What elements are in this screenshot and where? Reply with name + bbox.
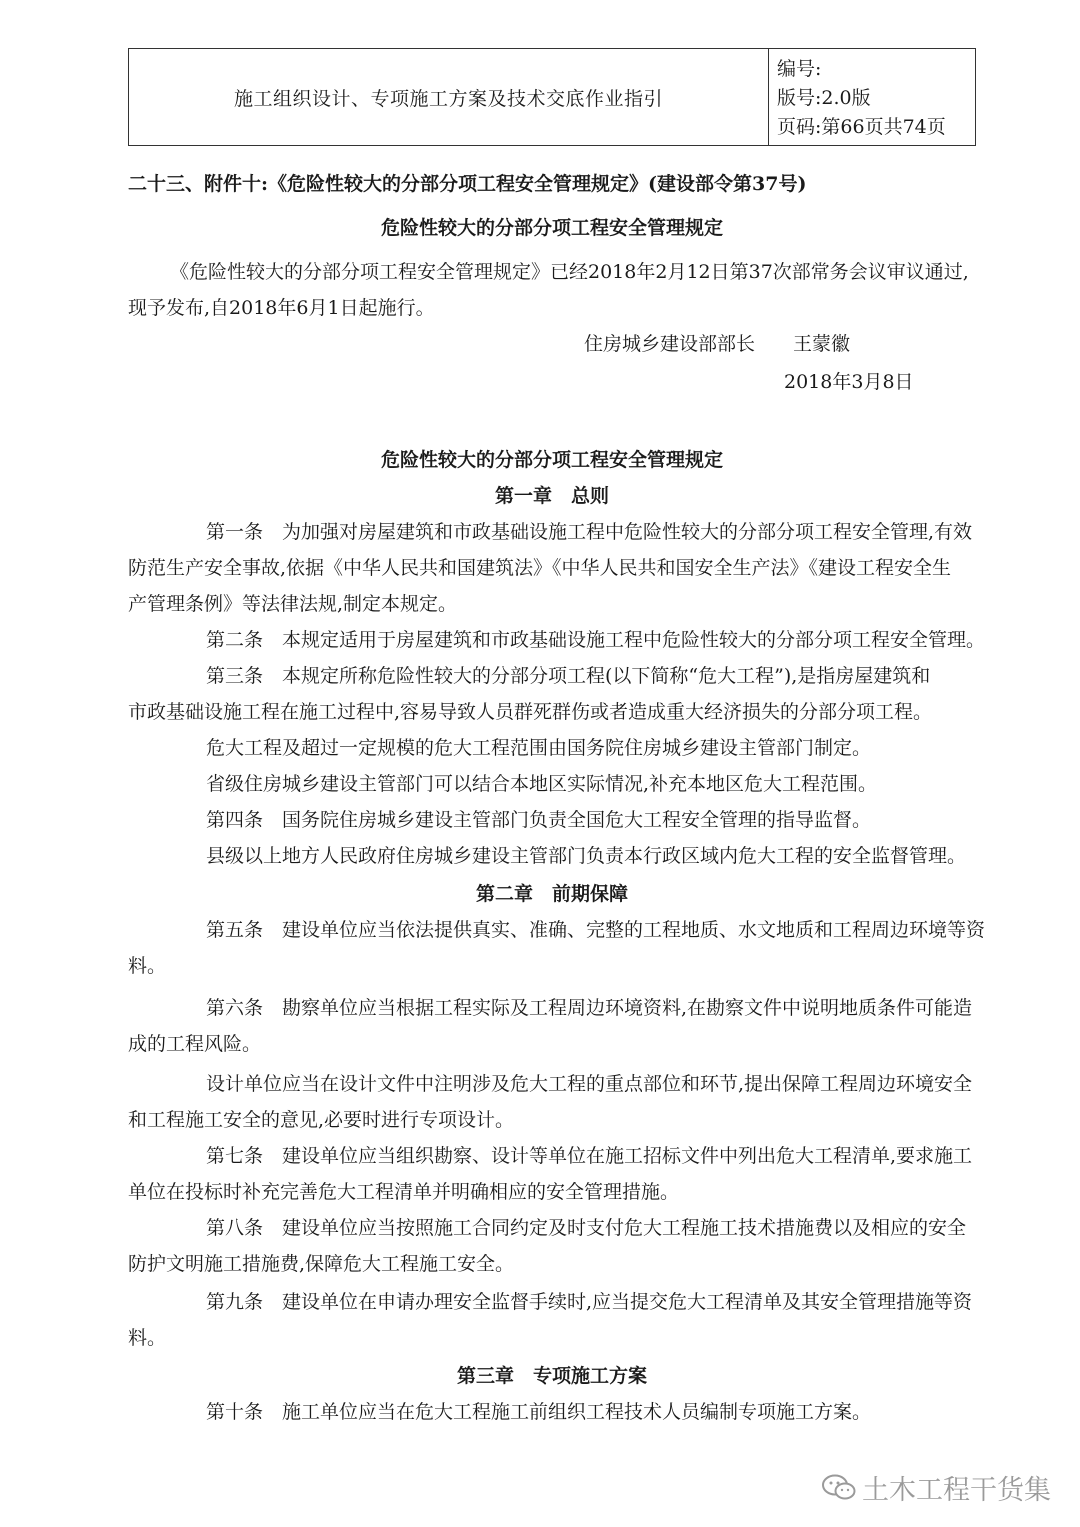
decree-signer: 住房城乡建设部部长 王蒙徽	[584, 333, 851, 355]
chapter-1-heading: 第一章 总则	[494, 485, 609, 507]
header-title: 施工组织设计、专项施工方案及技术交底作业指引	[129, 49, 769, 145]
article-6-para2-line1: 设计单位应当在设计文件中注明涉及危大工程的重点部位和环节,提出保障工程周边环境安全	[206, 1073, 973, 1095]
decree-para-line2: 现予发布,自2018年6月1日起施行。	[128, 297, 435, 319]
chapter-2-heading: 第二章 前期保障	[475, 883, 628, 905]
article-1-line3: 产管理条例》等法律法规,制定本规定。	[128, 593, 458, 615]
header-number: 编号:	[777, 58, 822, 80]
header-table	[128, 48, 976, 146]
header-meta	[769, 49, 975, 145]
watermark-text: 土木工程干货集	[862, 1475, 1051, 1506]
article-9-line2: 料。	[128, 1327, 167, 1349]
header-page: 页码:第66页共74页	[777, 116, 946, 138]
watermark	[822, 1468, 1051, 1507]
decree-para-line1: 《危险性较大的分部分项工程安全管理规定》已经2018年2月12日第37次部常务会议审议通过,	[170, 261, 969, 283]
article-8-line1: 第八条 建设单位应当按照施工合同约定及时支付危大工程施工技术措施费以及相应的安全	[206, 1217, 967, 1239]
regulation-title: 危险性较大的分部分项工程安全管理规定	[380, 449, 723, 471]
article-5-line2: 料。	[128, 955, 167, 977]
article-10: 第十条 施工单位应当在危大工程施工前组织工程技术人员编制专项施工方案。	[206, 1401, 872, 1423]
decree-date: 2018年3月8日	[784, 371, 914, 393]
article-1-line2: 防范生产安全事故,依据《中华人民共和国建筑法》《中华人民共和国安全生产法》《建设工程安全生	[128, 557, 952, 579]
wechat-icon	[822, 1474, 856, 1502]
decree-title: 危险性较大的分部分项工程安全管理规定	[380, 217, 723, 239]
article-7-line2: 单位在投标时补充完善危大工程清单并明确相应的安全管理措施。	[128, 1181, 680, 1203]
article-3-para2: 危大工程及超过一定规模的危大工程范围由国务院住房城乡建设主管部门制定。	[206, 737, 872, 759]
header-version: 版号:2.0版	[777, 87, 871, 109]
chapter-3-heading: 第三章 专项施工方案	[456, 1365, 647, 1387]
article-5-line1: 第五条 建设单位应当依法提供真实、准确、完整的工程地质、水文地质和工程周边环境等资	[206, 919, 986, 941]
article-3-line1: 第三条 本规定所称危险性较大的分部分项工程(以下简称“危大工程”),是指房屋建筑和	[206, 665, 931, 687]
article-4: 第四条 国务院住房城乡建设主管部门负责全国危大工程安全管理的指导监督。	[206, 809, 872, 831]
article-9-line1: 第九条 建设单位在申请办理安全监督手续时,应当提交危大工程清单及其安全管理措施等资	[206, 1291, 973, 1313]
section-heading: 二十三、附件十:《危险性较大的分部分项工程安全管理规定》(建设部令第37号)	[128, 173, 807, 195]
article-7-line1: 第七条 建设单位应当组织勘察、设计等单位在施工招标文件中列出危大工程清单,要求施工	[206, 1145, 973, 1167]
article-6-line2: 成的工程风险。	[128, 1033, 262, 1055]
article-2: 第二条 本规定适用于房屋建筑和市政基础设施工程中危险性较大的分部分项工程安全管理。	[206, 629, 986, 651]
article-3-line2: 市政基础设施工程在施工过程中,容易导致人员群死群伤或者造成重大经济损失的分部分项工程。	[128, 701, 933, 723]
article-1-line1: 第一条 为加强对房屋建筑和市政基础设施工程中危险性较大的分部分项工程安全管理,有效	[206, 521, 973, 543]
article-6-line1: 第六条 勘察单位应当根据工程实际及工程周边环境资料,在勘察文件中说明地质条件可能造	[206, 997, 973, 1019]
article-8-line2: 防护文明施工措施费,保障危大工程施工安全。	[128, 1253, 515, 1275]
article-3-para3: 省级住房城乡建设主管部门可以结合本地区实际情况,补充本地区危大工程范围。	[206, 773, 878, 795]
article-4-para2: 县级以上地方人民政府住房城乡建设主管部门负责本行政区域内危大工程的安全监督管理。	[206, 845, 967, 867]
article-6-para2-line2: 和工程施工安全的意见,必要时进行专项设计。	[128, 1109, 515, 1131]
